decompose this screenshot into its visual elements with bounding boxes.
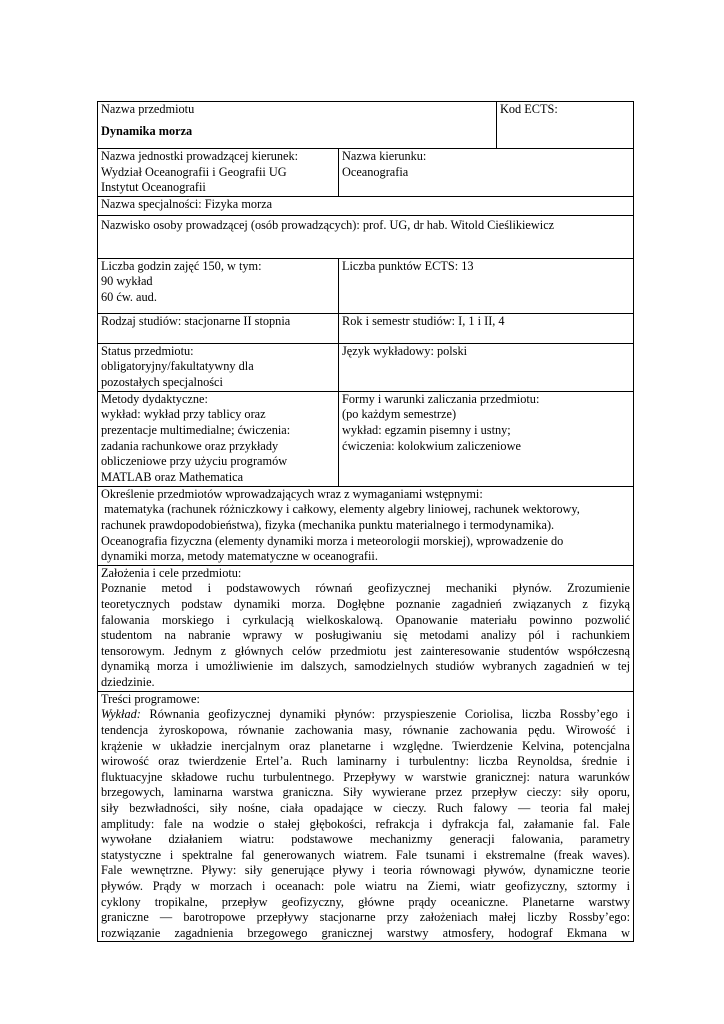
lecturer-cell — [98, 215, 634, 258]
row-methods — [98, 391, 634, 486]
goals-body — [101, 581, 630, 675]
contents-first-line — [101, 707, 630, 723]
methods-line-3: prezentacje multimedialne; ćwiczenia: — [101, 422, 291, 437]
hours-line-3: 60 ćw. aud. — [101, 289, 157, 304]
language-text: Język wykładowy: polski — [342, 343, 468, 358]
contents-first-line-text: Równania geofizycznej dynamiki płynów: przyspieszenie Coriolisa, liczba Rossby’ego i — [140, 707, 630, 722]
unit-cell — [98, 149, 339, 197]
contents-line: graniczne — barotropowe przepływy stacjonarne przy założeniach małej liczby Rossby’ego: — [101, 910, 630, 925]
row-unit — [98, 149, 634, 197]
study-type-cell — [98, 313, 339, 343]
subject-name: Dynamika morza — [101, 123, 193, 138]
year-semester-cell — [339, 313, 634, 343]
methods-line-6: MATLAB oraz Mathematica — [101, 469, 244, 484]
study-type-text: Rodzaj studiów: stacjonarne II stopnia — [101, 313, 291, 328]
contents-line: brzegowych, laminarna warstwa graniczna. Siły wywierane przez przepływ cieczy: siły oporu, — [101, 785, 630, 800]
row-lecturer — [98, 215, 634, 258]
goals-line: studentom na nabranie wprawy w posługiwaniu się metodami analizy pól i rachunkiem — [101, 628, 630, 643]
row-prerequisites — [98, 486, 634, 565]
contents-line: wywołane działaniem wiatru: podstawowe mechanizmy generacji falowania, parametry — [101, 832, 630, 847]
unit-label: Nazwa jednostki prowadzącej kierunek: — [101, 149, 299, 163]
prerequisites-line-1: Określenie przedmiotów wprowadzających wraz z wymaganiami wstępnymi: — [101, 486, 483, 501]
row-subject — [98, 102, 634, 149]
contents-line: statystyczne i spektralne fal generowanych wiatrem. Fale tsunami i ekstremalne (freak waves). — [101, 847, 630, 862]
methods-line-2: wykład: wykład przy tablicy oraz — [101, 407, 266, 422]
ects-points-cell — [339, 258, 634, 313]
contents-line: siły bezwładności, siły nośne, ciała opadające w cieczy. Ruch falowy — teoria fal małej — [101, 800, 630, 815]
goals-line: teoretycznych podstaw dynamiki morza. Dogłębne poznanie zagadnień związanych z fizyką — [101, 596, 630, 611]
ects-points-text: Liczba punktów ECTS: 13 — [342, 258, 474, 273]
methods-line-1: Metody dydaktyczne: — [101, 391, 208, 406]
goals-cell — [98, 565, 634, 691]
contents-line: krążenie w układzie inercjalnym oraz planetarne i względne. Twierdzenie Kelvina, potencjalna — [101, 738, 630, 753]
status-cell — [98, 343, 339, 391]
contents-line: pływów. Prądy w morzach i oceanach: pole wiatru na Ziemi, wiatr geofizyczny, sztormy i — [101, 878, 630, 893]
contents-line: tendencja żyroskopowa, równanie zachowania masy, równanie zachowania pędu. Wirowość i — [101, 722, 630, 737]
specialization-cell — [98, 196, 634, 215]
goals-line: dynamiką morza i umożliwienie im dalszych, samodzielnych studiów wybranych zagadnień w tej — [101, 659, 630, 674]
contents-line: cyklony tropikalne, przepływ geofizyczny, główne prądy oceaniczne. Planetarne warstwy — [101, 894, 630, 909]
unit-line-2: Instytut Oceanografii — [101, 180, 206, 195]
prerequisites-line-4: Oceanografia fizyczna (elementy dynamiki morza i meteorologii morskiej), wprowadzenie do — [101, 533, 564, 548]
assessment-line-1: Formy i warunki zaliczania przedmiotu: — [342, 391, 540, 406]
lecturer-text: Nazwisko osoby prowadzącej (osób prowadzących): prof. UG, dr hab. Witold Cieślikiewicz — [101, 217, 555, 232]
hours-line-2: 90 wykład — [101, 274, 153, 289]
prerequisites-line-5: dynamiki morza, metody matematyczne w oceanografii. — [101, 549, 378, 564]
goals-last-line: dziedzinie. — [101, 674, 155, 689]
row-goals — [98, 565, 634, 691]
assessment-line-2: (po każdym semestrze) — [342, 407, 457, 422]
contents-cell — [98, 691, 634, 942]
goals-line: tensorowym. Jednym z głównych celów przedmiotu jest zainteresowanie studentów współczesną — [101, 643, 630, 658]
methods-line-5: obliczeniowe przy użyciu programów — [101, 454, 288, 469]
field-cell — [339, 149, 634, 197]
field-value: Oceanografia — [342, 164, 409, 179]
assessment-cell — [339, 391, 634, 486]
lecture-label: Wykład: — [101, 707, 141, 722]
specialization-text: Nazwa specjalności: Fizyka morza — [101, 196, 273, 211]
unit-line-1: Wydział Oceanografii i Geografii UG — [101, 164, 287, 179]
field-label: Nazwa kierunku: — [342, 149, 427, 163]
goals-line: falowania morskiego i cyrkulacją wielkoskalową. Opanowanie materiału powinno pozwolić — [101, 612, 630, 627]
year-semester-text: Rok i semestr studiów: I, 1 i II, 4 — [342, 313, 505, 328]
assessment-line-3: wykład: egzamin pisemny i ustny; — [342, 422, 511, 437]
contents-body — [101, 707, 630, 941]
hours-line-1: Liczba godzin zajęć 150, w tym: — [101, 258, 262, 273]
prerequisites-line-2: matematyka (rachunek różniczkowy i całkowy, elementy algebry liniowej, rachunek wektorowy, — [101, 502, 580, 517]
subject-cell — [98, 102, 497, 149]
subject-label: Nazwa przedmiotu — [101, 102, 195, 116]
contents-title: Treści programowe: — [101, 691, 200, 706]
assessment-line-4: ćwiczenia: kolokwium zaliczeniowe — [342, 438, 521, 453]
goals-title: Założenia i cele przedmiotu: — [101, 565, 242, 580]
prerequisites-cell — [98, 486, 634, 565]
status-line-3: pozostałych specjalności — [101, 374, 223, 389]
ects-code-cell — [497, 102, 634, 149]
contents-line: amplitudy: fale na wodzie o stałej głębokości, refrakcja i dyfrakcja fal, załamanie fal. Fale — [101, 816, 630, 831]
methods-cell — [98, 391, 339, 486]
status-line-1: Status przedmiotu: — [101, 343, 194, 358]
row-study — [98, 313, 634, 343]
goals-line: Poznanie metod i podstawowych równań geofizycznej mechaniki płynów. Zrozumienie — [101, 581, 630, 596]
contents-line: rozwiązanie zagadnienia brzegowego granicznej warstwy atmosfery, hodograf Ekmana w — [101, 925, 630, 940]
methods-line-4: zadania rachunkowe oraz przykłady — [101, 438, 279, 453]
course-syllabus-table — [97, 101, 634, 942]
hours-cell — [98, 258, 339, 313]
status-line-2: obligatoryjny/fakultatywny dla — [101, 359, 254, 374]
contents-line: fluktuacyjne składowe ruchu turbulentnego. Przepływy w warstwie granicznej: natura warunków — [101, 769, 630, 784]
contents-line: wirowość oraz twierdzenie Ertel’a. Ruch laminarny i turbulentny: liczba Reynoldsa, średnie i — [101, 754, 630, 769]
row-status — [98, 343, 634, 391]
row-hours — [98, 258, 634, 313]
contents-line: Fale wewnętrzne. Pływy: siły generujące pływy i teoria równowagi pływów, dynamiczne teorie — [101, 863, 630, 878]
prerequisites-line-3: rachunek prawdopodobieństwa), fizyka (mechanika punktu materialnego i termodynamika). — [101, 517, 555, 532]
row-specialization — [98, 196, 634, 215]
language-cell — [339, 343, 634, 391]
row-contents — [98, 691, 634, 942]
ects-code-label: Kod ECTS: — [500, 102, 558, 116]
